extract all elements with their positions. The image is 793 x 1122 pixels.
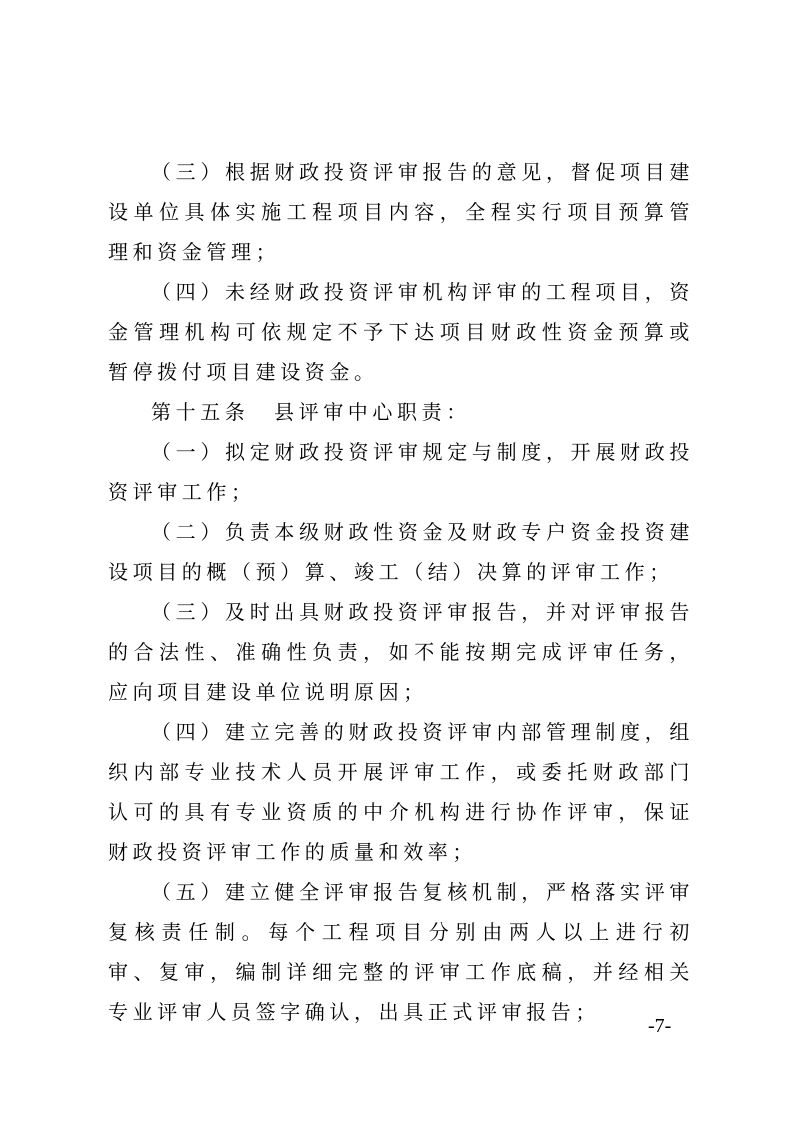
body-text [108, 152, 694, 1032]
paragraph: （五）建立健全评审报告复核机制，严格落实评审复核责任制。每个工程项目分别由两人以上进行初审、复审，编制详细完整的评审工作底稿，并经相关专业评审人员签字确认，出具正式评审报告； [108, 880, 694, 1024]
paragraph: （四）建立完善的财政投资评审内部管理制度，组织内部专业技术人员开展评审工作，或委托财政部门认可的具有专业资质的中介机构进行协作评审，保证财政投资评审工作的质量和效率； [108, 720, 694, 864]
paragraph: （三）根据财政投资评审报告的意见，督促项目建设单位具体实施工程项目内容，全程实行项目预算管理和资金管理； [108, 160, 694, 264]
page-number: -7- [648, 1015, 672, 1037]
paragraph: （一）拟定财政投资评审规定与制度，开展财政投资评审工作； [108, 440, 694, 504]
paragraph: （二）负责本级财政性资金及财政专户资金投资建设项目的概（预）算、竣工（结）决算的评审工作； [108, 520, 694, 584]
paragraph: （三）及时出具财政投资评审报告，并对评审报告的合法性、准确性负责，如不能按期完成评审任务，应向项目建设单位说明原因； [108, 600, 694, 704]
article-heading: 第十五条 县评审中心职责： [151, 400, 471, 424]
paragraph: （四）未经财政投资评审机构评审的工程项目，资金管理机构可依规定不予下达项目财政性资金预算或暂停拨付项目建设资金。 [108, 280, 694, 384]
